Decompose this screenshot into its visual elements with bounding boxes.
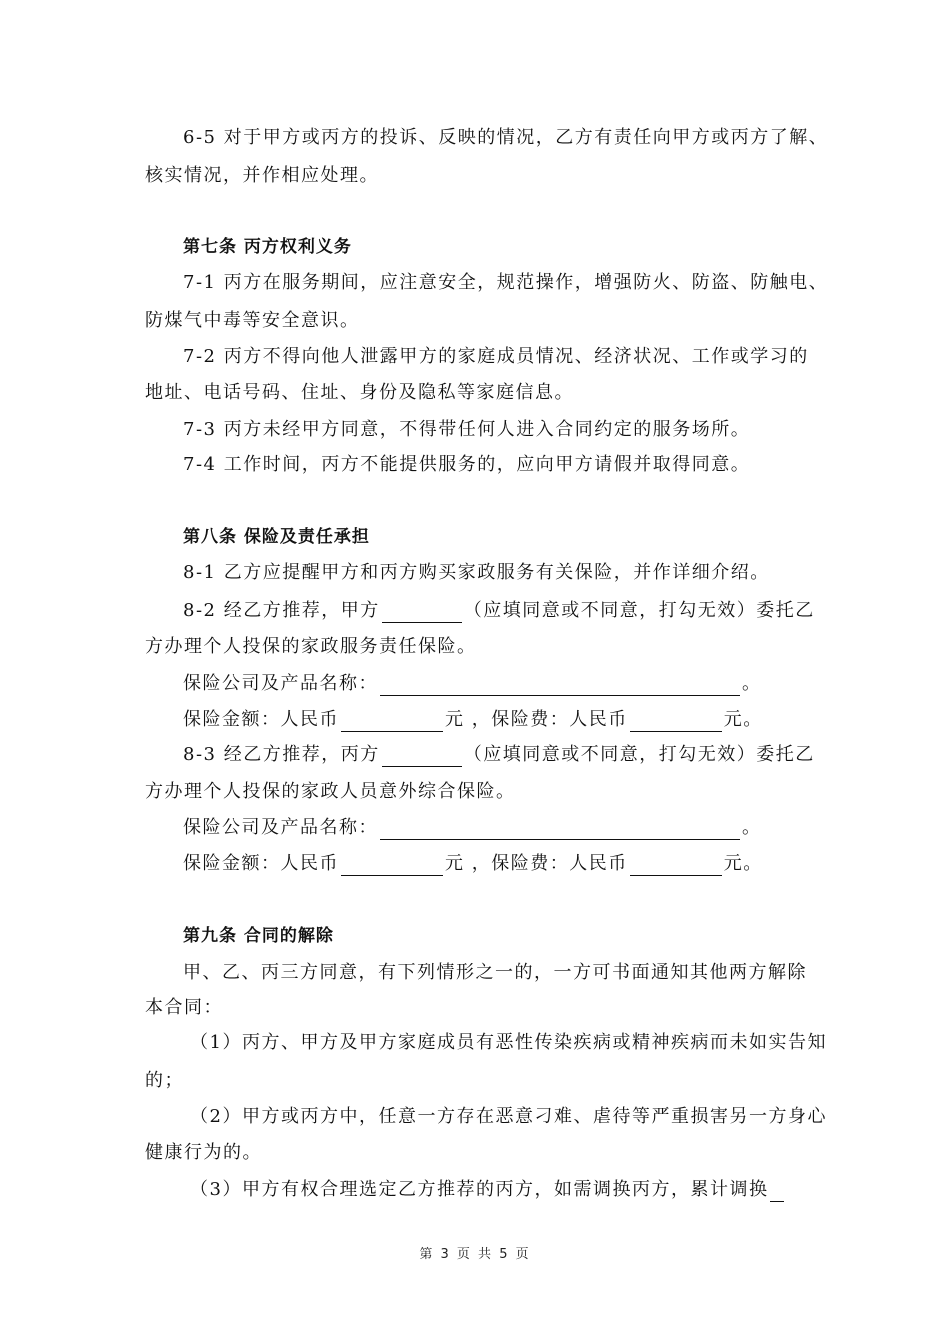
insurance-company-blank[interactable]	[380, 820, 740, 840]
clause-6-5-line-2: 核实情况，并作相应处理。	[145, 165, 379, 186]
clause-8-1: 8-1 乙方应提醒甲方和丙方购买家政服务有关保险，并作详细介绍。	[183, 562, 770, 583]
clause-7-4: 7-4 工作时间，丙方不能提供服务的，应向甲方请假并取得同意。	[183, 454, 751, 475]
clause-8-2-prefix: 8-2 经乙方推荐，甲方	[183, 600, 380, 621]
insurance-amount-row-1	[183, 708, 817, 732]
insurance-company-label: 保险公司及产品名称：	[183, 673, 378, 694]
consent-blank-party-a[interactable]	[382, 603, 462, 623]
termination-item-2-line-2: 健康行为的。	[145, 1142, 262, 1163]
section-9-intro-line-2: 本合同：	[145, 997, 223, 1018]
section-9-intro-line-1: 甲、乙、丙三方同意，有下列情形之一的，一方可书面通知其他两方解除	[183, 962, 807, 983]
clause-7-1-line-1: 7-1 丙方在服务期间，应注意安全，规范操作，增强防火、防盗、防触电、	[183, 272, 829, 293]
amount-end: 元。	[723, 709, 763, 730]
insurance-company-row-1	[183, 672, 817, 696]
termination-item-2-line-1: （2）甲方或丙方中，任意一方存在恶意刁难、虐待等严重损害另一方身心	[190, 1106, 827, 1127]
clause-8-3-line-2: 方办理个人投保的家政人员意外综合保险。	[145, 781, 516, 802]
termination-item-3-line-1	[190, 1178, 817, 1202]
insurance-fee-label: 元 ，保险费：人民币	[445, 853, 628, 874]
replacement-count-blank[interactable]	[770, 1182, 784, 1202]
insurance-amount-label: 保险金额：人民币	[183, 709, 339, 730]
insurance-company-label: 保险公司及产品名称：	[183, 817, 378, 838]
clause-8-3-line-1	[183, 743, 817, 767]
section-7-heading: 第七条 丙方权利义务	[183, 237, 352, 257]
insurance-amount-row-2	[183, 852, 817, 876]
clause-7-1-line-2: 防煤气中毒等安全意识。	[145, 310, 360, 331]
insurance-fee-label: 元 ，保险费：人民币	[445, 709, 628, 730]
clause-7-3: 7-3 丙方未经甲方同意，不得带任何人进入合同约定的服务场所。	[183, 419, 751, 440]
insurance-fee-blank[interactable]	[630, 712, 722, 732]
termination-item-3-text: （3）甲方有权合理选定乙方推荐的丙方，如需调换丙方，累计调换	[190, 1179, 769, 1200]
termination-item-1-line-1: （1）丙方、甲方及甲方家庭成员有恶性传染疾病或精神疾病而未如实告知	[190, 1032, 827, 1053]
clause-8-3-suffix: （应填同意或不同意，打勾无效）委托乙	[463, 744, 815, 765]
clause-8-3-prefix: 8-3 经乙方推荐，丙方	[183, 744, 380, 765]
insurance-fee-blank[interactable]	[630, 856, 722, 876]
clause-6-5-line-1: 6-5 对于甲方或丙方的投诉、反映的情况，乙方有责任向甲方或丙方了解、	[183, 127, 829, 148]
insurance-company-blank[interactable]	[380, 676, 740, 696]
section-9-heading: 第九条 合同的解除	[183, 926, 334, 946]
termination-item-1-line-2: 的；	[145, 1070, 184, 1091]
period-mark: 。	[742, 817, 762, 838]
period-mark: 。	[742, 673, 762, 694]
amount-end: 元。	[723, 853, 763, 874]
insurance-amount-blank[interactable]	[341, 712, 443, 732]
clause-8-2-line-1	[183, 599, 817, 623]
clause-7-2-line-1: 7-2 丙方不得向他人泄露甲方的家庭成员情况、经济状况、工作或学习的	[183, 346, 809, 367]
consent-blank-party-c[interactable]	[382, 747, 462, 767]
clause-8-2-suffix: （应填同意或不同意，打勾无效）委托乙	[463, 600, 815, 621]
section-8-heading: 第八条 保险及责任承担	[183, 527, 370, 547]
page-footer: 第 3 页 共 5 页	[419, 1247, 531, 1262]
insurance-company-row-2	[183, 816, 817, 840]
clause-8-2-line-2: 方办理个人投保的家政服务责任保险。	[145, 636, 477, 657]
insurance-amount-blank[interactable]	[341, 856, 443, 876]
clause-7-2-line-2: 地址、电话号码、住址、身份及隐私等家庭信息。	[145, 382, 574, 403]
insurance-amount-label: 保险金额：人民币	[183, 853, 339, 874]
